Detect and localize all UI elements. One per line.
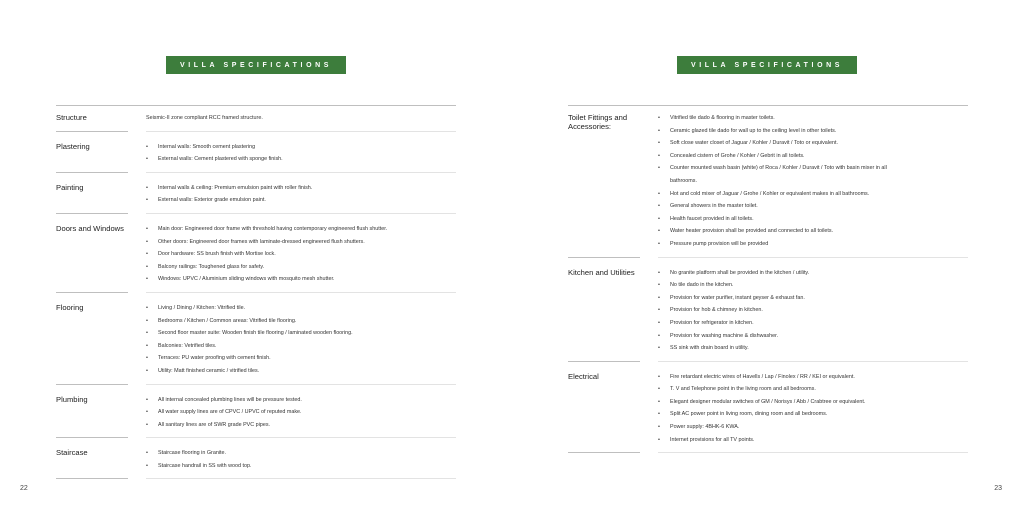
section-divider [56,384,456,385]
spec-item: • Vitrified tile dado & flooring in master toilets. [658,112,968,125]
spec-item: • Ceramic glazed tile dado for wall up to the ceiling level in other toilets. [658,125,968,138]
section-items [658,371,968,447]
spec-item: • Windows: UPVC / Aluminium sliding windows with mosquito mesh shutter. [146,273,456,286]
page-number-right: 23 [994,485,1002,492]
left-spec-column [56,112,456,488]
spec-item: • Provision for water purifier, instant geyser & exhaust fan. [658,292,968,305]
villa-specifications-banner-left: VILLA SPECIFICATIONS [166,56,346,74]
spec-item: • Provision for hob & chimney in kitchen. [658,304,968,317]
spec-item: • SS sink with drain board in utility. [658,342,968,355]
spec-item: • All water supply lines are of CPVC / UPVC of reputed make. [146,406,456,419]
spec-item: bathrooms. [670,177,697,184]
spec-section-plastering [56,141,456,166]
section-items [658,267,968,355]
spec-item: • Concealed cistern of Grohe / Kohler / Gebrit in all toilets. [658,150,968,163]
spec-item: • Living / Dining / Kitchen: Vitrified tile. [146,302,456,315]
spec-section-structure [56,112,456,125]
spec-section-flooring [56,302,456,378]
spec-item: • Fire retardant electric wires of Havells / Lap / Finolex / RR / KEI or equivalent. [658,371,968,384]
spec-item: • Utility: Matt finished ceramic / vitrified tiles. [146,365,456,378]
section-items [658,112,968,251]
right-spec-column [568,112,968,462]
spec-section-kitchen-and-utilities [568,267,968,355]
section-heading: Electrical [568,371,599,381]
spec-item: • Soft close water closet of Jaguar / Kohler / Duravit / Toto or equivalent. [658,137,968,150]
spec-section-toilet-fittings-and-accessories [568,112,968,251]
spec-item: • Internet provisions for all TV points. [658,434,968,447]
spec-item: • Balcony railings: Toughened glass for safety. [146,261,456,274]
spec-item: • Power supply: 4BHK-6 KWA. [658,421,968,434]
section-items [146,223,456,286]
section-heading: Plumbing [56,394,88,404]
spec-item: • General showers in the master toilet. [658,200,968,213]
section-divider [56,131,456,132]
section-items [146,302,456,378]
spec-item: • Second floor master suite: Wooden finish tile flooring / laminated wooden flooring. [146,327,456,340]
spec-item: • Terraces: PU water proofing with cement finish. [146,352,456,365]
spec-item: • Provision for refrigerator in kitchen. [658,317,968,330]
spec-item: • No tile dado in the kitchen. [658,279,968,292]
page-number-left: 22 [20,485,28,492]
spec-item: • T. V and Telephone point in the living room and all bedrooms. [658,383,968,396]
section-divider [568,361,968,362]
spec-section-doors-and-windows [56,223,456,286]
section-items [146,394,456,432]
spec-section-staircase [56,447,456,472]
spec-item: • Hot and cold mixer of Jaguar / Grohe / Kohler or equivalent makes in all bathrooms. [658,188,968,201]
section-divider [568,257,968,258]
spec-item: • Health faucet provided in all toilets. [658,213,968,226]
section-items [146,447,456,472]
spec-item: • Staircase flooring in Granite. [146,447,456,460]
section-heading: Structure [56,113,87,122]
section-heading: Toilet Fittings and Accessories: [568,113,628,131]
section-divider [56,292,456,293]
section-divider [56,172,456,173]
spec-item: • No granite platform shall be provided in the kitchen / utility. [658,267,968,280]
spec-item: • Pressure pump provision will be provided [658,238,968,251]
spec-item: • External walls: Exterior grade emulsion paint. [146,194,456,207]
spec-item: • External walls: Cement plastered with sponge finish. [146,153,456,166]
spec-item: • Water heater provision shall be provided and connected to all toilets. [658,225,968,238]
section-divider [56,213,456,214]
spec-item: • Internal walls & ceiling: Premium emulsion paint with roller finish. [146,182,456,195]
villa-specifications-banner-right: VILLA SPECIFICATIONS [677,56,857,74]
section-divider [56,478,456,479]
section-heading: Staircase [56,448,88,458]
spec-item: • Counter mounted wash basin (white) of Roca / Kohler / Duravit / Toto with basin mixer in all [658,162,968,175]
section-heading: Plastering [56,141,90,151]
section-items [146,112,456,125]
section-heading: Painting [56,182,84,192]
section-heading: Kitchen and Utilities [568,267,635,277]
section-items [146,182,456,207]
spec-item: • Elegant designer modular switches of GM / Norisys / Abb / Crabtree or equivalent. [658,396,968,409]
section-items [146,141,456,166]
spec-item: • All internal concealed plumbing lines will be pressure tested. [146,394,456,407]
top-divider-right [568,105,968,106]
section-divider [568,452,968,453]
spec-section-painting [56,182,456,207]
section-divider [56,437,456,438]
spec-item: • Balconies: Vetrified tiles. [146,340,456,353]
spec-item: • All sanitary lines are of SWR grade PVC pipes. [146,419,456,432]
spec-section-electrical [568,371,968,447]
section-heading: Flooring [56,302,84,312]
spec-item: • Staircase handrail in SS with wood top. [146,460,456,473]
section-heading: Doors and Windows [56,223,124,233]
spec-section-plumbing [56,394,456,432]
spec-item: • Main door: Engineered door frame with threshold having contemporary engineered flush shutter. [146,223,456,236]
spec-item: • Other doors: Engineered door frames with laminate-dressed engineered flush shutters. [146,236,456,249]
top-divider-left [56,105,456,106]
spec-item: • Bedrooms / Kitchen / Common areas: Vitrified tile flooring. [146,315,456,328]
spec-item: • Split AC power point in living room, dining room and all bedrooms. [658,408,968,421]
spec-item: • Internal walls: Smooth cement plastering [146,141,456,154]
spec-item: Seismic-II zone compliant RCC framed structure. [146,115,263,121]
spec-item: • Door hardware: SS brush finish with Mortise lock. [146,248,456,261]
spec-item: • Provision for washing machine & dishwasher. [658,330,968,343]
